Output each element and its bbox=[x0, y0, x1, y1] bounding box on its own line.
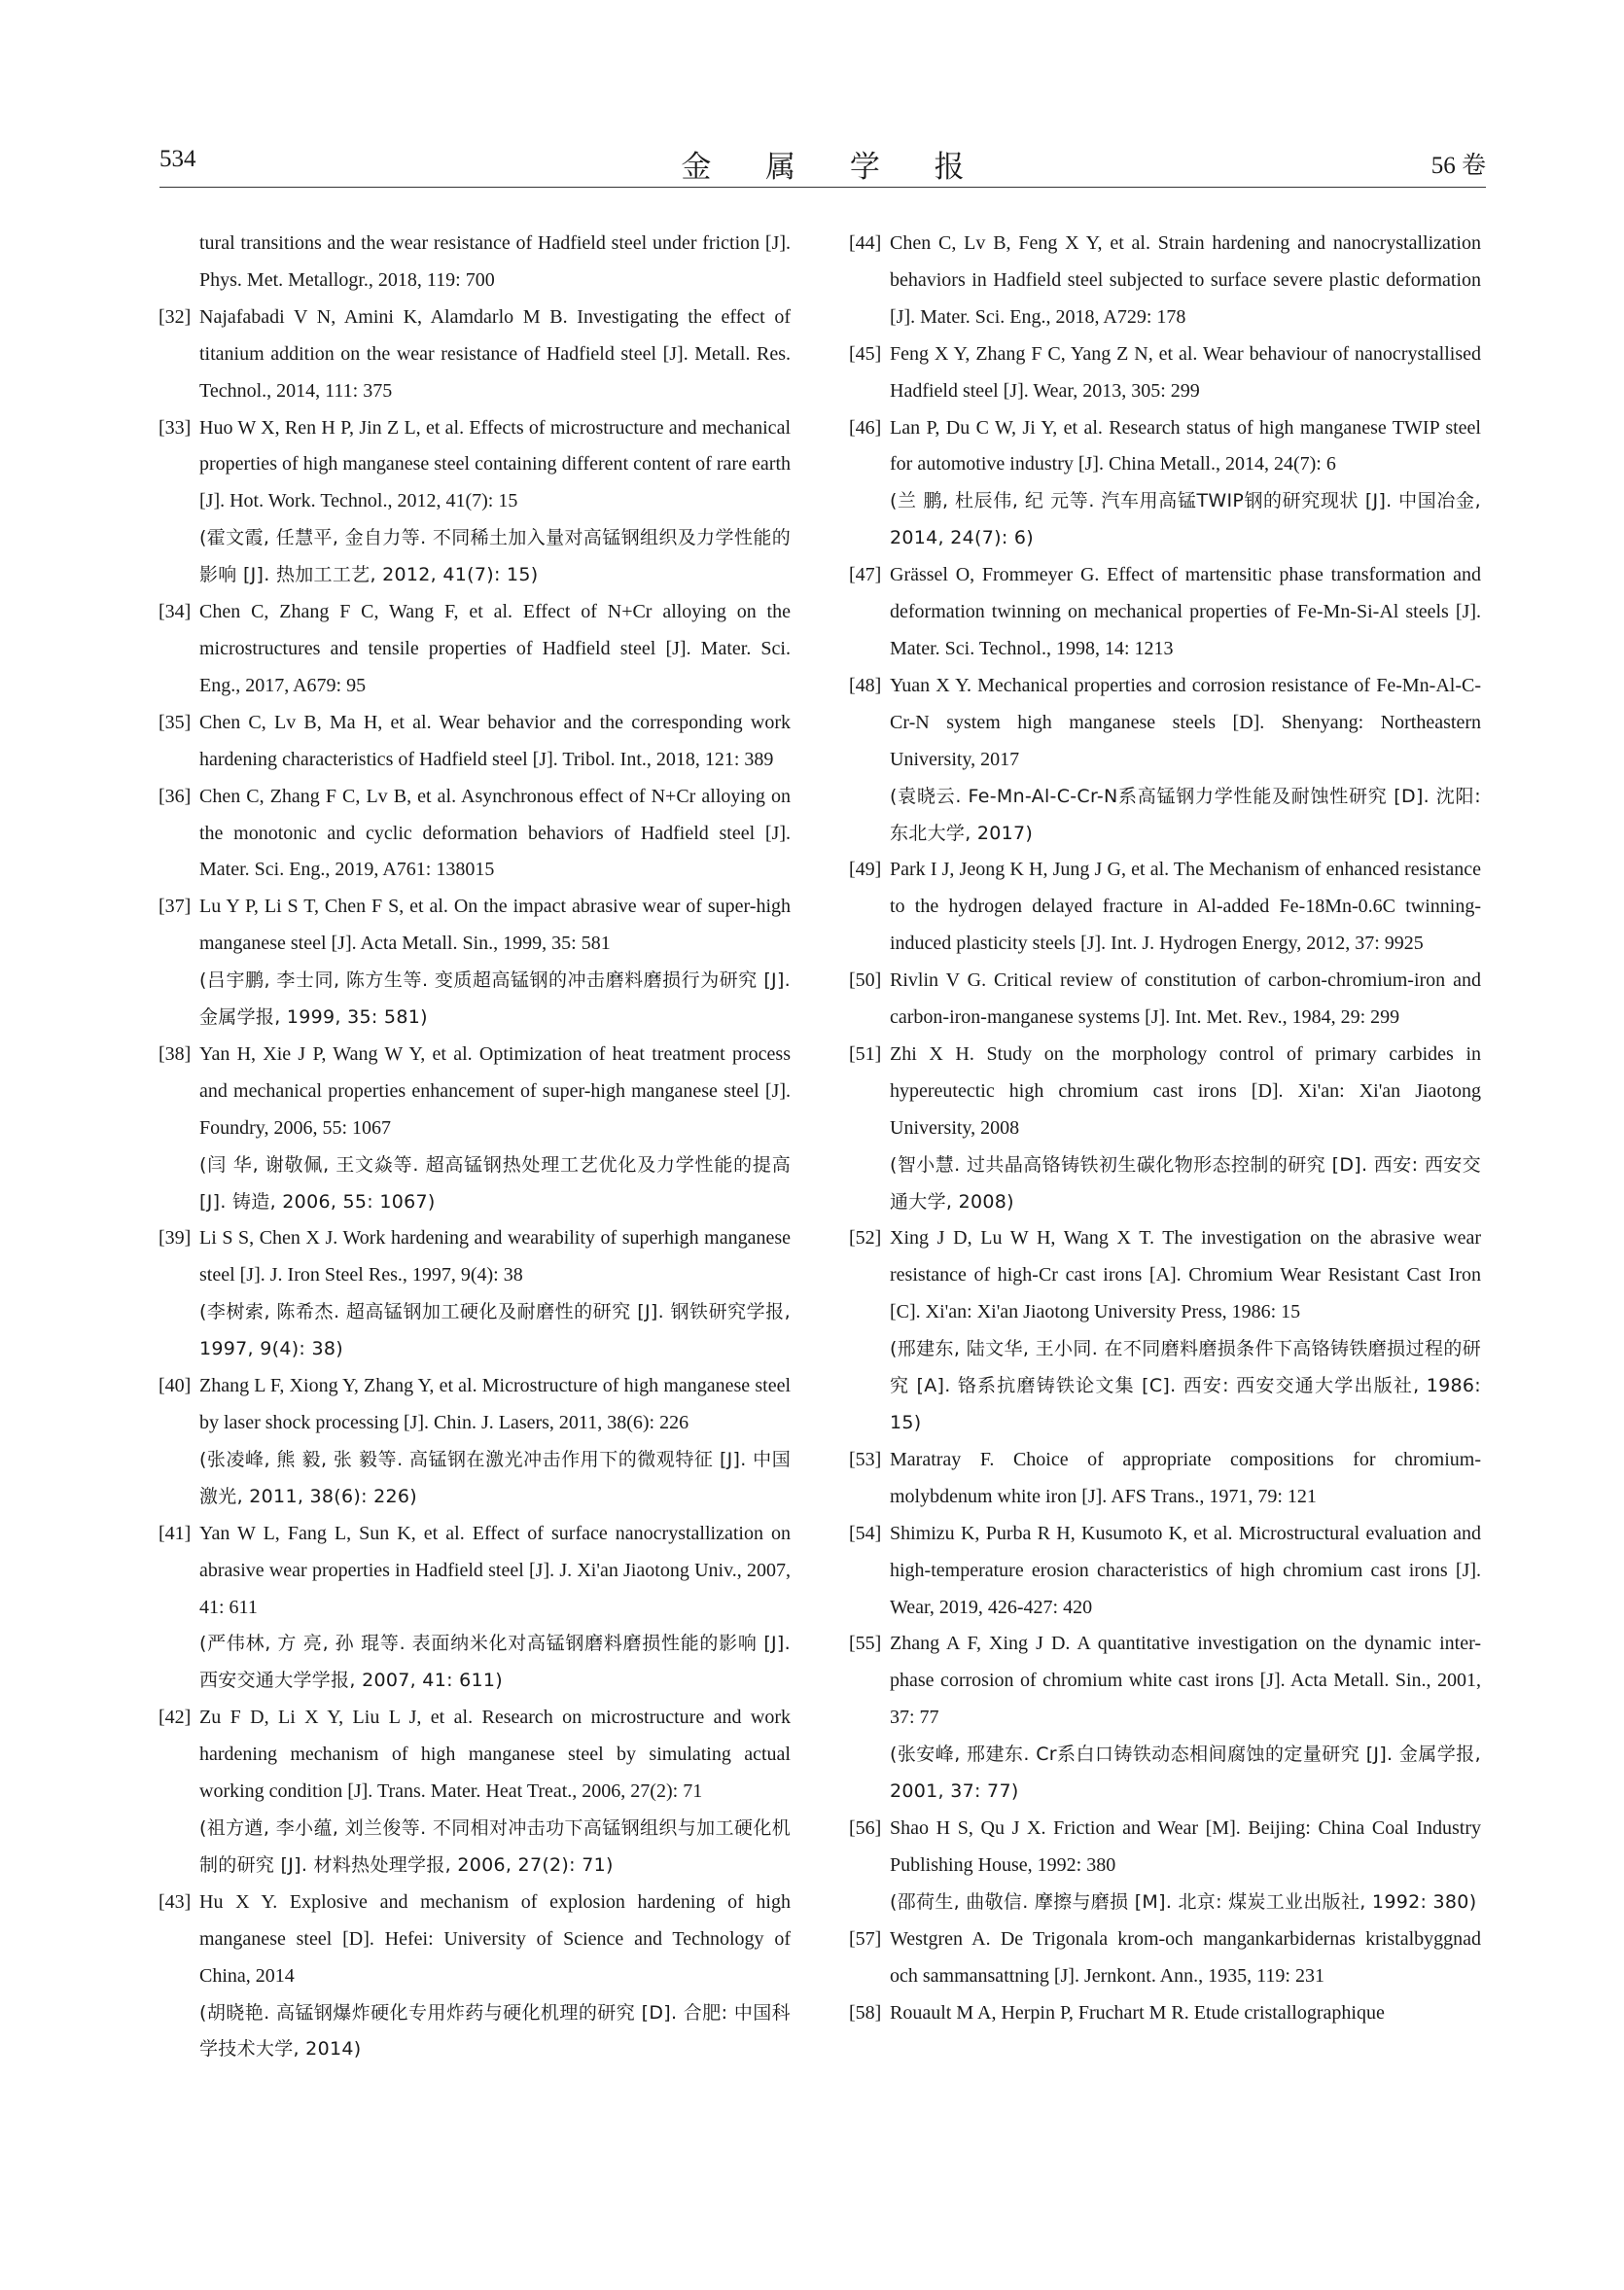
reference-text: Zhang A F, Xing J D. A quantitative investigation on the dynamic inter-phase corrosion of chromium white cast irons [J]. Acta Metall. Sin., 2001, 37: 77 bbox=[890, 1633, 1481, 1729]
reference-chinese-text: (张凌峰, 熊 毅, 张 毅等. 高锰钢在激光冲击作用下的微观特征 [J]. 中国激光, 2011, 38(6): 226) bbox=[199, 1448, 791, 1507]
reference-item bbox=[849, 1921, 1481, 1995]
reference-number: [37] bbox=[159, 896, 192, 918]
reference-number: [39] bbox=[159, 1227, 192, 1250]
reference-chinese-text: (邵荷生, 曲敬信. 摩擦与磨损 [M]. 北京: 煤炭工业出版社, 1992: 380) bbox=[890, 1890, 1477, 1913]
reference-number: [41] bbox=[159, 1522, 192, 1544]
reference-chinese-text: (祖方遒, 李小蕴, 刘兰俊等. 不同相对冲击功下高锰钢组织与加工硬化机制的研究 [J]. 材料热处理学报, 2006, 27(2): 71) bbox=[199, 1816, 791, 1876]
reference-text: Hu X Y. Explosive and mechanism of explosion hardening of high manganese steel [D]. Hefei: University of Science and Technology of China, 2014 bbox=[199, 1890, 791, 1987]
reference-text: Maratray F. Choice of appropriate compositions for chromium-molybdenum white iron [J]. AFS Trans., 1971, 79: 121 bbox=[890, 1448, 1481, 1507]
reference-item bbox=[849, 1811, 1481, 1921]
reference-number: [54] bbox=[849, 1522, 882, 1544]
reference-number: [50] bbox=[849, 969, 882, 992]
reference-text: Chen C, Lv B, Ma H, et al. Wear behavior and the corresponding work hardening characteristics of Hadfield steel [J]. Tribol. Int., 2018, 121: 389 bbox=[199, 711, 791, 770]
reference-text: Najafabadi V N, Amini K, Alamdarlo M B. Investigating the effect of titanium addition on the wear resistance of Hadfield steel [J]. Metall. Res. Technol., 2014, 111: 375 bbox=[199, 305, 791, 402]
reference-text: Chen C, Lv B, Feng X Y, et al. Strain hardening and nanocrystallization behaviors in Hadfield steel subjected to surface severe plastic deformation [J]. Mater. Sci. Eng., 2018, A729: 178 bbox=[890, 232, 1481, 328]
reference-item bbox=[849, 1442, 1481, 1516]
reference-item bbox=[849, 557, 1481, 668]
references-left-column bbox=[159, 226, 791, 2068]
reference-chinese-text: (李树索, 陈希杰. 超高锰钢加工硬化及耐磨性的研究 [J]. 钢铁研究学报, 1997, 9(4): 38) bbox=[199, 1301, 791, 1360]
reference-item bbox=[159, 779, 791, 890]
reference-text: Zhang L F, Xiong Y, Zhang Y, et al. Microstructure of high manganese steel by laser shock processing [J]. Chin. J. Lasers, 2011, 38(6): 226 bbox=[199, 1375, 791, 1433]
reference-number: [51] bbox=[849, 1042, 882, 1065]
reference-number: [32] bbox=[159, 305, 192, 328]
reference-item bbox=[849, 1995, 1481, 2032]
reference-item bbox=[849, 226, 1481, 336]
reference-chinese-text: (胡晓艳. 高锰钢爆炸硬化专用炸药与硬化机理的研究 [D]. 合肥: 中国科学技术大学, 2014) bbox=[199, 2001, 791, 2061]
reference-item bbox=[159, 1700, 791, 1885]
reference-number: [56] bbox=[849, 1816, 882, 1839]
reference-text: Park I J, Jeong K H, Jung J G, et al. The Mechanism of enhanced resistance to the hydrogen delayed fracture in Al-added Fe-18Mn-0.6C twinning-induced plasticity steels [J]. Int. J. Hydrogen Energy, 2012, 37: 9925 bbox=[890, 859, 1481, 955]
reference-text: Rivlin V G. Critical review of constitution of carbon-chromium-iron and carbon-iron-manganese systems [J]. Int. Met. Rev., 1984, 29: 299 bbox=[890, 969, 1481, 1029]
reference-text: Zhi X H. Study on the morphology control of primary carbides in hypereutectic high chromium cast irons [D]. Xi'an: Xi'an Jiaotong University, 2008 bbox=[890, 1042, 1481, 1139]
reference-number: [46] bbox=[849, 416, 882, 439]
reference-text: Yuan X Y. Mechanical properties and corrosion resistance of Fe-Mn-Al-C-Cr-N system high manganese steels [D]. Shenyang: Northeastern University, 2017 bbox=[890, 674, 1481, 770]
reference-number: [52] bbox=[849, 1227, 882, 1250]
reference-text: Lan P, Du C W, Ji Y, et al. Research status of high manganese TWIP steel for automotive industry [J]. China Metall., 2014, 24(7): 6 bbox=[890, 416, 1481, 476]
reference-chinese-text: (吕宇鹏, 李士同, 陈方生等. 变质超高锰钢的冲击磨料磨损行为研究 [J]. 金属学报, 1999, 35: 581) bbox=[199, 969, 791, 1029]
reference-item bbox=[159, 594, 791, 705]
reference-text: Chen C, Zhang F C, Lv B, et al. Asynchronous effect of N+Cr alloying on the monotonic and cyclic deformation behaviors of Hadfield steel [J]. Mater. Sci. Eng., 2019, A761: 138015 bbox=[199, 785, 791, 881]
volume-label: 56 卷 bbox=[1430, 153, 1486, 179]
reference-text: Xing J D, Lu W H, Wang X T. The investigation on the abrasive wear resistance of high-Cr cast irons [A]. Chromium Wear Resistant Cast Iron [C]. Xi'an: Xi'an Jiaotong University Press, 1986: 15 bbox=[890, 1227, 1481, 1323]
reference-chinese-text: (张安峰, 邢建东. Cr系白口铸铁动态相间腐蚀的定量研究 [J]. 金属学报, 2001, 37: 77) bbox=[890, 1744, 1481, 1803]
reference-number: [36] bbox=[159, 785, 192, 807]
reference-item bbox=[849, 963, 1481, 1037]
reference-item bbox=[849, 1037, 1481, 1221]
reference-number: [43] bbox=[159, 1890, 192, 1913]
header-rule bbox=[159, 187, 1486, 188]
reference-item bbox=[849, 1626, 1481, 1811]
page-header bbox=[159, 146, 1486, 185]
reference-chinese-text: (闫 华, 谢敬佩, 王文焱等. 超高锰钢热处理工艺优化及力学性能的提高 [J]. 铸造, 2006, 55: 1067) bbox=[199, 1153, 791, 1213]
reference-item bbox=[849, 1516, 1481, 1627]
reference-text: Zu F D, Li X Y, Liu L J, et al. Research on microstructure and work hardening mechanism of high manganese steel by simulating actual working condition [J]. Trans. Mater. Heat Treat., 2006, 27(2): 71 bbox=[199, 1707, 791, 1803]
reference-text: Yan W L, Fang L, Sun K, et al. Effect of surface nanocrystallization on abrasive wear properties in Hadfield steel [J]. J. Xi'an Jiaotong Univ., 2007, 41: 611 bbox=[199, 1522, 791, 1618]
reference-number: [47] bbox=[849, 564, 882, 586]
reference-number: [45] bbox=[849, 342, 882, 365]
reference-text: Feng X Y, Zhang F C, Yang Z N, et al. Wear behaviour of nanocrystallised Hadfield steel [J]. Wear, 2013, 305: 299 bbox=[890, 342, 1481, 402]
reference-text: Lu Y P, Li S T, Chen F S, et al. On the impact abrasive wear of super-high manganese steel [J]. Acta Metall. Sin., 1999, 35: 581 bbox=[199, 896, 791, 955]
reference-item bbox=[849, 852, 1481, 963]
reference-text: tural transitions and the wear resistance of Hadfield steel under friction [J]. Phys. Met. Metallogr., 2018, 119: 700 bbox=[199, 232, 791, 291]
reference-chinese-text: (邢建东, 陆文华, 王小同. 在不同磨料磨损条件下高铬铸铁磨损过程的研究 [A]. 铬系抗磨铸铁论文集 [C]. 西安: 西安交通大学出版社, 1986: 15) bbox=[890, 1338, 1481, 1433]
reference-item bbox=[159, 1516, 791, 1701]
reference-item bbox=[159, 1220, 791, 1368]
reference-text: Chen C, Zhang F C, Wang F, et al. Effect of N+Cr alloying on the microstructures and tensile properties of Hadfield steel [J]. Mater. Sci. Eng., 2017, A679: 95 bbox=[199, 601, 791, 696]
reference-number: [44] bbox=[849, 232, 882, 254]
reference-item bbox=[159, 705, 791, 779]
journal-title: 金 属 学 报 bbox=[681, 150, 988, 184]
reference-number: [58] bbox=[849, 2001, 882, 2024]
reference-item bbox=[159, 1885, 791, 2069]
reference-item bbox=[849, 336, 1481, 410]
reference-text: Shimizu K, Purba R H, Kusumoto K, et al. Microstructural evaluation and high-temperature erosion characteristics of high chromium cast irons [J]. Wear, 2019, 426-427: 420 bbox=[890, 1522, 1481, 1618]
reference-number: [55] bbox=[849, 1633, 882, 1655]
reference-text: Huo W X, Ren H P, Jin Z L, et al. Effects of microstructure and mechanical properties of high manganese steel containing different content of rare earth [J]. Hot. Work. Technol., 2012, 41(7): 15 bbox=[199, 416, 791, 512]
reference-item bbox=[849, 1220, 1481, 1441]
reference-item bbox=[159, 1368, 791, 1516]
reference-number: [49] bbox=[849, 859, 882, 881]
reference-item bbox=[159, 410, 791, 595]
reference-number: [48] bbox=[849, 674, 882, 696]
reference-item bbox=[159, 226, 791, 299]
reference-number: [33] bbox=[159, 416, 192, 439]
reference-item bbox=[849, 410, 1481, 558]
reference-item bbox=[159, 1037, 791, 1221]
reference-chinese-text: (智小慧. 过共晶高铬铸铁初生碳化物形态控制的研究 [D]. 西安: 西安交通大学, 2008) bbox=[890, 1153, 1481, 1213]
reference-number: [42] bbox=[159, 1707, 192, 1729]
reference-number: [38] bbox=[159, 1042, 192, 1065]
reference-text: Rouault M A, Herpin P, Fruchart M R. Etude cristallographique bbox=[890, 2001, 1385, 2024]
reference-item bbox=[849, 668, 1481, 853]
reference-item bbox=[159, 299, 791, 410]
reference-number: [57] bbox=[849, 1927, 882, 1950]
reference-text: Shao H S, Qu J X. Friction and Wear [M]. Beijing: China Coal Industry Publishing House, 1992: 380 bbox=[890, 1816, 1481, 1876]
reference-text: Li S S, Chen X J. Work hardening and wearability of superhigh manganese steel [J]. J. Iron Steel Res., 1997, 9(4): 38 bbox=[199, 1227, 791, 1286]
reference-chinese-text: (袁晓云. Fe-Mn-Al-C-Cr-N系高锰钢力学性能及耐蚀性研究 [D]. 沈阳: 东北大学, 2017) bbox=[890, 785, 1481, 844]
reference-text: Grässel O, Frommeyer G. Effect of martensitic phase transformation and deformation twinning on mechanical properties of Fe-Mn-Si-Al steels [J]. Mater. Sci. Technol., 1998, 14: 1213 bbox=[890, 564, 1481, 659]
reference-chinese-text: (霍文霞, 任慧平, 金自力等. 不同稀土加入量对高锰钢组织及力学性能的影响 [J]. 热加工工艺, 2012, 41(7): 15) bbox=[199, 527, 791, 586]
reference-item bbox=[159, 889, 791, 1037]
reference-text: Westgren A. De Trigonala krom-och mangankarbidernas kristalbyggnad och sammansattning [J]. Jernkont. Ann., 1935, 119: 231 bbox=[890, 1927, 1481, 1987]
reference-chinese-text: (兰 鹏, 杜辰伟, 纪 元等. 汽车用高锰TWIP钢的研究现状 [J]. 中国冶金, 2014, 24(7): 6) bbox=[890, 490, 1481, 549]
reference-number: [34] bbox=[159, 601, 192, 623]
reference-text: Yan H, Xie J P, Wang W Y, et al. Optimization of heat treatment process and mechanical properties enhancement of super-high manganese steel [J]. Foundry, 2006, 55: 1067 bbox=[199, 1042, 791, 1139]
reference-chinese-text: (严伟林, 方 亮, 孙 琨等. 表面纳米化对高锰钢磨料磨损性能的影响 [J]. 西安交通大学学报, 2007, 41: 611) bbox=[199, 1633, 791, 1692]
reference-number: [40] bbox=[159, 1375, 192, 1397]
reference-number: [35] bbox=[159, 711, 192, 733]
page-number: 534 bbox=[159, 146, 196, 172]
reference-number: [53] bbox=[849, 1448, 882, 1470]
references-right-column bbox=[849, 226, 1481, 2031]
